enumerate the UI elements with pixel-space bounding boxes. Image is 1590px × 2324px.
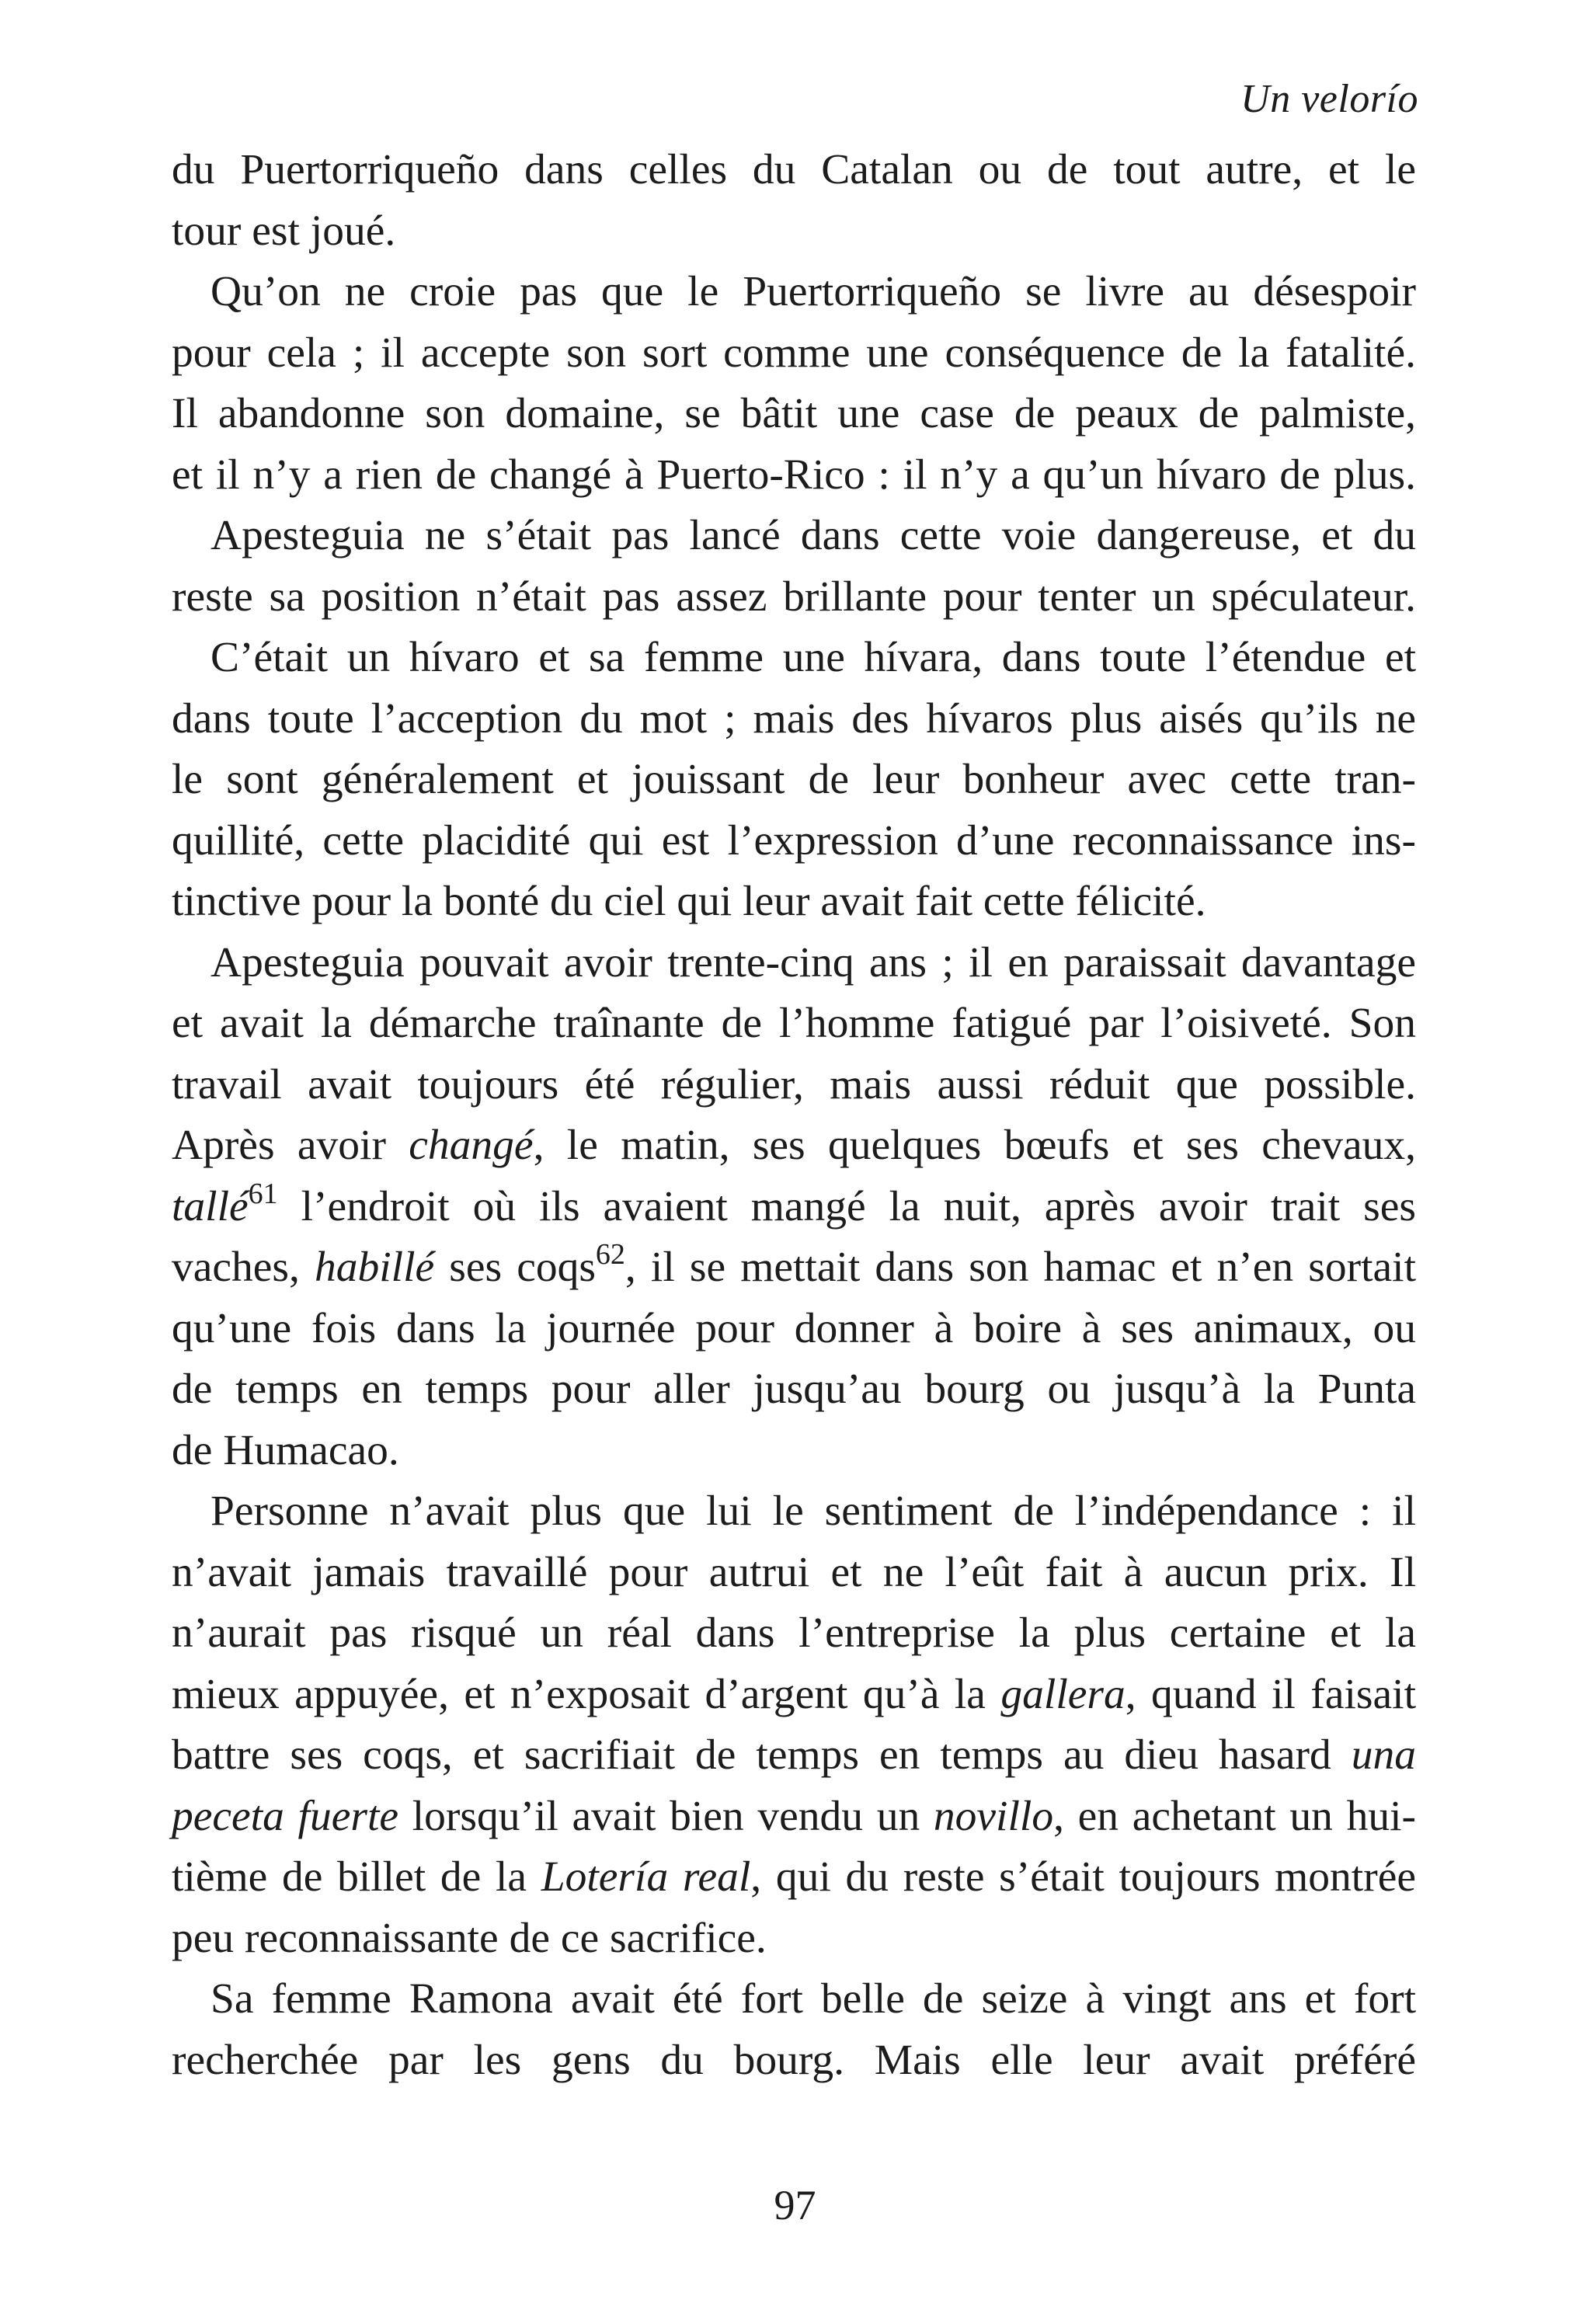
text-run: lorsqu’il avait bien vendu un xyxy=(412,1792,920,1840)
text-line: Apesteguia pouvait avoir trente-cinq ans ; il en paraissait davantage xyxy=(210,938,1416,986)
text-line xyxy=(172,1786,1416,1848)
paragraph xyxy=(172,262,1416,506)
text-line xyxy=(172,1665,1416,1726)
running-title: Un velorío xyxy=(1240,77,1418,121)
footnote-ref[interactable]: 61 xyxy=(248,1177,278,1210)
text-line xyxy=(172,1725,1416,1786)
text-line: de Humacao. xyxy=(172,1426,399,1474)
italic-term: peceta fuerte xyxy=(172,1792,398,1840)
text-line: travail avait toujours été régulier, mais aussi réduit que possible. xyxy=(172,1060,1416,1108)
text-run: tième de billet de la xyxy=(172,1853,527,1901)
italic-term: habillé xyxy=(314,1244,435,1291)
page-number: 97 xyxy=(774,2182,816,2228)
paragraph xyxy=(172,933,1416,1482)
paragraph xyxy=(172,140,1416,262)
italic-term: gallera xyxy=(1000,1670,1126,1718)
text-line: quillité, cette placidité qui est l’expression d’une reconnaissance ins- xyxy=(172,816,1416,865)
footnote-ref[interactable]: 62 xyxy=(595,1238,625,1271)
paragraph xyxy=(172,1481,1416,1969)
text-run: , le matin, ses quelques bœufs et ses chevaux, xyxy=(533,1122,1416,1169)
text-line xyxy=(172,1237,1416,1299)
text-line: qu’une fois dans la journée pour donner à boire à ses animaux, ou xyxy=(172,1304,1416,1352)
text-line: Il abandonne son domaine, se bâtit une case de peaux de palmiste, xyxy=(172,390,1416,437)
italic-term: una xyxy=(1351,1731,1417,1779)
text-line: reste sa position n’était pas assez brillante pour tenter un spéculateur. xyxy=(172,572,1416,621)
text-line xyxy=(172,1847,1416,1908)
text-line xyxy=(172,1115,1416,1177)
text-line: tour est joué. xyxy=(172,207,396,255)
text-run: vaches, xyxy=(172,1244,300,1291)
text-line: le sont généralement et jouissant de leur bonheur avec cette tran- xyxy=(172,756,1416,803)
text-line: peu reconnaissante de ce sacrifice. xyxy=(172,1914,767,1962)
paragraph xyxy=(172,1969,1416,2091)
text-line xyxy=(172,1177,1416,1238)
text-run: mieux appuyée, et n’exposait d’argent qu’à la xyxy=(172,1670,986,1718)
italic-term: Lotería real xyxy=(541,1853,751,1901)
text-run: l’endroit où ils avaient mangé la nuit, après avoir trait ses xyxy=(301,1182,1417,1230)
italic-term: novillo xyxy=(933,1792,1054,1840)
text-line: pour cela ; il accepte son sort comme une conséquence de la fatalité. xyxy=(172,329,1416,377)
text-line: C’était un hívaro et sa femme une hívara, dans toute l’étendue et xyxy=(210,634,1416,681)
text-line: n’aurait pas risqué un réal dans l’entreprise la plus certaine et la xyxy=(172,1609,1416,1657)
body-text xyxy=(172,140,1416,2091)
text-line: et avait la démarche traînante de l’homme fatigué par l’oisiveté. Son xyxy=(172,1000,1416,1047)
text-line: du Puertorriqueño dans celles du Catalan ou de tout autre, et le xyxy=(172,146,1416,193)
text-line: tinctive pour la bonté du ciel qui leur avait fait cette félicité. xyxy=(172,878,1206,925)
text-run: Après avoir xyxy=(172,1122,386,1169)
text-line: Personne n’avait plus que lui le sentiment de l’indépendance : il xyxy=(210,1487,1416,1535)
text-run: , qui du reste s’était toujours montrée xyxy=(750,1853,1416,1901)
italic-term: tallé xyxy=(172,1182,249,1230)
text-line: recherchée par les gens du bourg. Mais elle leur avait préféré xyxy=(172,2036,1416,2084)
text-line: dans toute l’acception du mot ; mais des hívaros plus aisés qu’ils ne xyxy=(172,694,1416,743)
text-run: , il se mettait dans son hamac et n’en sortait xyxy=(625,1244,1416,1291)
italic-term: changé xyxy=(409,1122,534,1169)
paragraph xyxy=(172,506,1416,628)
text-line: Qu’on ne croie pas que le Puertorriqueño se livre au désespoir xyxy=(210,268,1416,315)
text-line: n’avait jamais travaillé pour autrui et ne l’eût fait à aucun prix. Il xyxy=(172,1548,1416,1596)
text-run: , en achetant un hui- xyxy=(1053,1792,1416,1840)
text-line: Sa femme Ramona avait été fort belle de seize à vingt ans et fort xyxy=(210,1975,1416,2023)
text-line: de temps en temps pour aller jusqu’au bourg ou jusqu’à la Punta xyxy=(172,1366,1416,1413)
text-run: battre ses coqs, et sacrifiait de temps en temps au dieu hasard xyxy=(172,1731,1331,1779)
text-run: ses coqs xyxy=(449,1244,596,1291)
text-line: Apesteguia ne s’était pas lancé dans cette voie dangereuse, et du xyxy=(210,512,1416,559)
text-line: et il n’y a rien de changé à Puerto-Rico : il n’y a qu’un hívaro de plus. xyxy=(172,451,1416,499)
text-run: , quand il faisait xyxy=(1125,1670,1417,1718)
paragraph xyxy=(172,628,1416,933)
